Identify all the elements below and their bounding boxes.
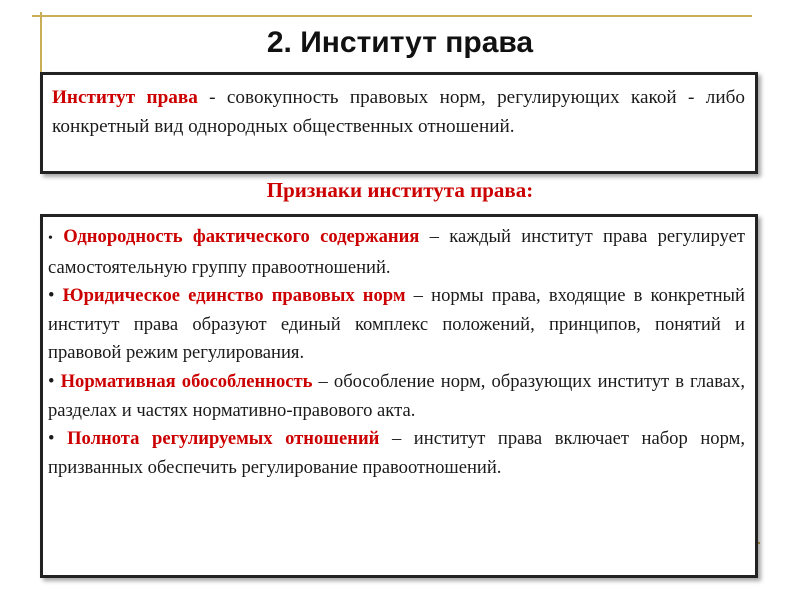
features-box [40, 214, 758, 578]
feature-description: – институт права включает набор норм, призванных обеспечить регулирование правоотношений. [48, 428, 746, 478]
feature-description: – каждый институт права регулирует самостоятельную группу правоотношений. [48, 226, 745, 278]
bullet-icon: • [48, 428, 55, 450]
feature-item [48, 282, 745, 368]
bullet-icon: • [48, 370, 55, 392]
feature-item [48, 368, 745, 425]
bullet-icon: • [48, 231, 53, 246]
definition-term: Институт права [52, 87, 198, 108]
feature-item [48, 425, 745, 482]
bullet-icon: • [48, 285, 55, 307]
feature-name: Юридическое единство правовых норм [62, 285, 406, 307]
definition-text: - совокупность правовых норм, регулирующих какой - либо конкретный вид однородных общественных отношений. [52, 87, 745, 137]
feature-name: Полнота регулируемых отношений [67, 428, 380, 450]
feature-description: – обособление норм, образующих институт в главах, разделах и частях нормативно-правового акта. [48, 370, 745, 421]
feature-item [48, 223, 745, 282]
feature-description: – нормы права, входящие в конкретный институт права образуют единый комплекс положений, принципов, понятий и правовой режим регулирования. [48, 285, 745, 364]
feature-name: Нормативная обособленность [60, 370, 313, 392]
feature-name: Однородность фактического содержания [63, 226, 420, 247]
decorative-frame-top [32, 15, 752, 17]
features-heading: Признаки института права: [266, 178, 534, 202]
slide-title: 2. Институт права [266, 26, 534, 59]
definition-box [40, 72, 758, 174]
